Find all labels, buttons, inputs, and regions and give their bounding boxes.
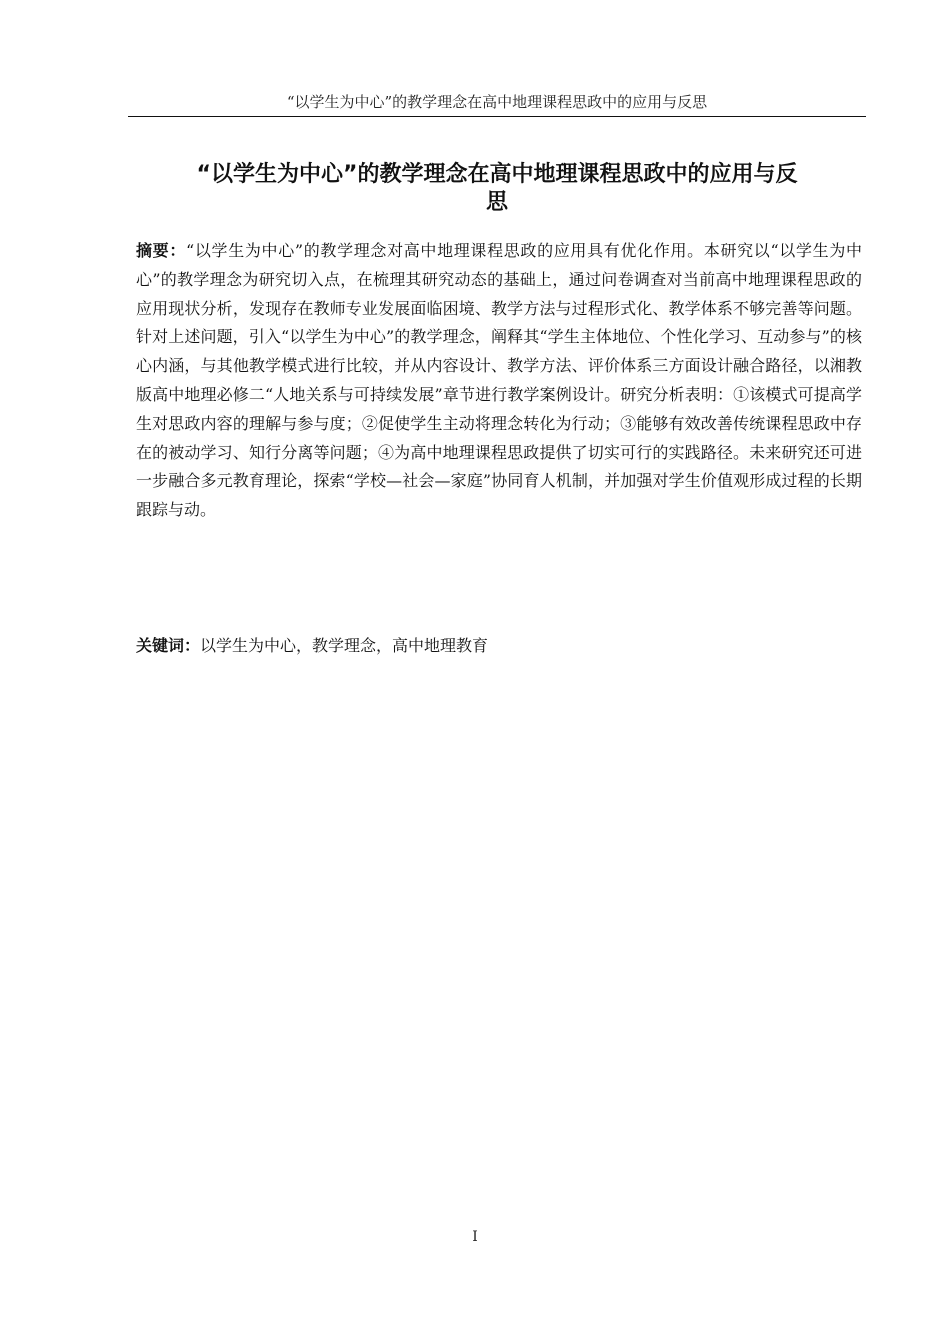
keywords-text: 以学生为中心，教学理念，高中地理教育 — [200, 636, 489, 655]
running-header: “以学生为中心”的教学理念在高中地理课程思政中的应用与反思 — [286, 93, 708, 111]
page-number: I — [472, 1229, 478, 1245]
keywords-label: 关键词： — [136, 636, 201, 655]
header-divider — [128, 116, 866, 117]
title-line-2: 思 — [485, 190, 508, 215]
document-title — [128, 161, 866, 217]
abstract-paragraph — [136, 237, 862, 525]
title-line-1: “以学生为中心”的教学理念在高中地理课程思政中的应用与反 — [196, 162, 798, 187]
abstract-label: 摘要： — [136, 241, 187, 260]
abstract-text: “以学生为中心”的教学理念对高中地理课程思政的应用具有优化作用。本研究以“以学生为中心”的教学理念为研究切入点，在梳理其研究动态的基础上，通过问卷调查对当前高中地理课程思政的应用现状分析，发现存在教师专业发展面临困境、教学方法与过程形式化、教学体系不够完善等问题。针对上述问题，引入“以学生为中心”的教学理念，阐释其“学生主体地位、个性化学习、互动参与”的核心内涵，与其他教学模式进行比较，并从内容设计、教学方法、评价体系三方面设计融合路径，以湘教版高中地理必修二“人地关系与可持续发展”章节进行教学案例设计。研究分析表明：①该模式可提高学生对思政内容的理解与参与度；②促使学生主动将理念转化为行动；③能够有效改善传统课程思政中存在的被动学习、知行分离等问题；④为高中地理课程思政提供了切实可行的实践路径。未来研究还可进一步融合多元教育理论，探索“学校—社会—家庭”协同育人机制，并加强对学生价值观形成过程的长期跟踪与动。 — [136, 241, 862, 520]
keywords-line — [136, 632, 862, 660]
